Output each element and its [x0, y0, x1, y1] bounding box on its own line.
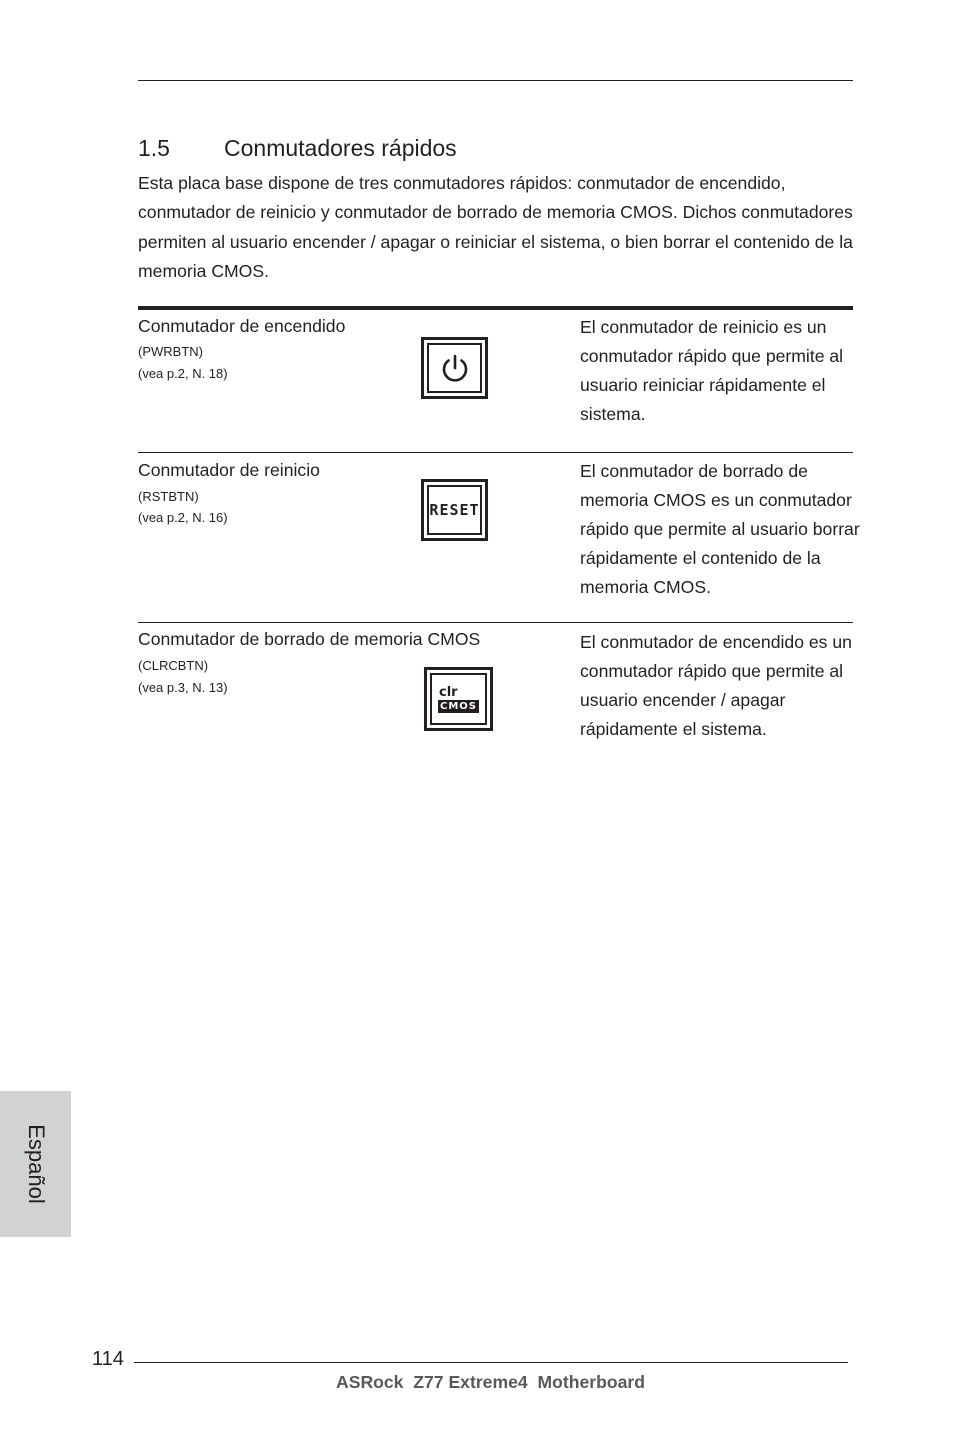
language-side-tab [0, 1091, 71, 1237]
table-top-rule [138, 306, 853, 310]
power-icon [438, 351, 472, 385]
clr-label: clr [439, 684, 458, 700]
cmos-label: CMOS [440, 700, 477, 712]
top-rule [138, 80, 853, 81]
switch-ref-power: (vea p.2, N. 18) [138, 366, 228, 381]
page-number: 114 [92, 1348, 124, 1370]
switch-code-reset: (RSTBTN) [138, 489, 199, 504]
switch-description-3: El conmutador de encendido es un conmutador rápido que permite al usuario encender / apagar rápidamente el sistema. [580, 632, 852, 739]
language-label: Español [24, 1124, 49, 1204]
switch-ref-reset: (vea p.2, N. 16) [138, 510, 228, 525]
row-divider [138, 452, 853, 453]
switch-ref-clear-cmos: (vea p.3, N. 13) [138, 680, 228, 695]
switch-code-clear-cmos: (CLRCBTN) [138, 658, 209, 673]
switch-code-power: (PWRBTN) [138, 344, 203, 359]
section-number: 1.5 [138, 135, 170, 161]
switch-name-power: Conmutador de encendido [138, 316, 346, 336]
section-title-text: Conmutadores rápidos [224, 135, 457, 161]
switch-description-1: El conmutador de reinicio es un conmutador rápido que permite al usuario reiniciar rápidamente el sistema. [580, 317, 844, 424]
intro-paragraph: Esta placa base dispone de tres conmutadores rápidos: conmutador de encendido, conmutador de reinicio y conmutador de borrado de memoria CMOS. Dichos conmutadores permiten al usuario encender / apagar o reiniciar el sistema, o bien borrar el contenido de la memoria CMOS. [138, 173, 853, 281]
row-divider [138, 622, 853, 623]
reset-switch-icon-box [421, 479, 488, 541]
clear-cmos-switch-icon-box [424, 667, 493, 731]
footer-product-name: ASRock Z77 Extreme4 Motherboard [336, 1372, 645, 1392]
clear-cmos-icon [438, 686, 479, 713]
section-title [138, 133, 457, 163]
switch-description-2: El conmutador de borrado de memoria CMOS es un conmutador rápido que permite al usuario borrar rápidamente el contenido de la memoria CMOS. [580, 461, 860, 597]
switch-name-clear-cmos: Conmutador de borrado de memoria CMOS [138, 629, 481, 649]
power-switch-icon-box [421, 337, 488, 399]
switch-name-reset: Conmutador de reinicio [138, 460, 320, 480]
reset-icon: RESET [429, 501, 480, 519]
footer-rule [134, 1362, 848, 1363]
